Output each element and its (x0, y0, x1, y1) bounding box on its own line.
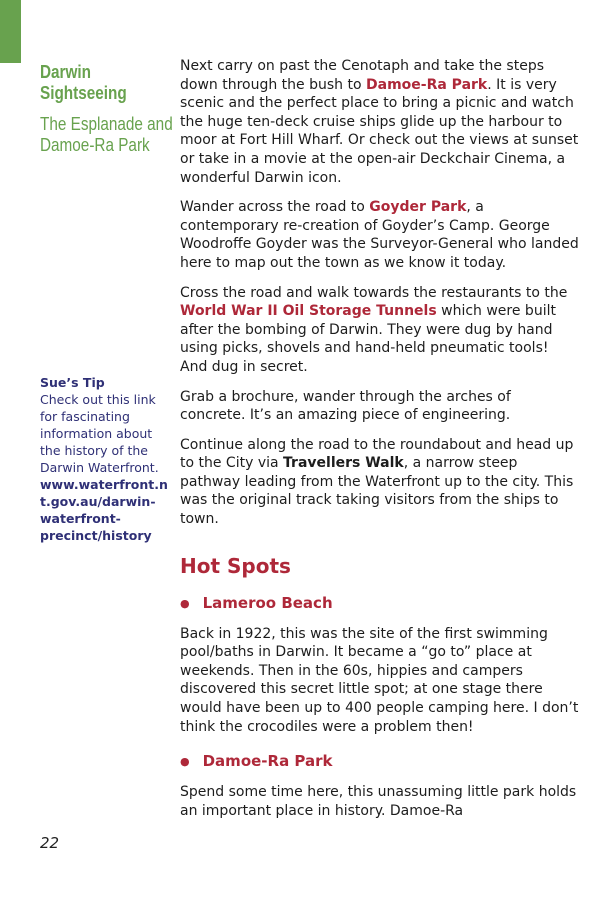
page-edge-accent-bar (0, 0, 21, 63)
paragraph: Next carry on past the Cenotaph and take the steps down through the bush to Damoe-Ra Park. It is very scenic and the perfect place to bring a picnic and watch the huge ten-deck cruise ships glide up the harbour to moor at Fort Hill Wharf. Or check out the views at sunset or take in a movie at the open-air Deckchair Cinema, a wonderful Darwin icon. (180, 58, 579, 186)
hot-spots-heading: Hot Spots (180, 553, 291, 578)
paragraph: Wander across the road to Goyder Park, a contemporary re-creation of Goyder’s Camp. George Woodroffe Goyder was the Surveyor-General who landed here to map out the town as we know it today. (180, 199, 579, 271)
page-number: 22 (40, 834, 60, 852)
tip-title: Sue’s Tip (40, 375, 105, 390)
sues-tip (40, 374, 172, 544)
chapter-title: Darwin Sightseeing (40, 62, 127, 103)
hotspot-label: Damoe-Ra Park (202, 752, 333, 771)
bullet-icon: ● (180, 755, 190, 769)
main-column (180, 57, 580, 831)
section-title: The Esplanade and Damoe-Ra Park (40, 114, 173, 155)
bullet-icon: ● (180, 596, 190, 610)
tip-body: Check out this link for fascinating information about the history of the Darwin Waterfront. (40, 392, 159, 475)
paragraph: Grab a brochure, wander through the arches of concrete. It’s an amazing piece of engineering. (180, 388, 511, 424)
paragraph: Back in 1922, this was the site of the first swimming pool/baths in Darwin. It became a “go to” place at weekends. Then in the 60s, hippies and campers discovered this secret little spot; at one stage there would have been up to 400 people camping here. I don’t think the crocodiles were a problem then! (180, 625, 579, 735)
hotspot-label: Lameroo Beach (202, 593, 333, 612)
paragraph: Spend some time here, this unassuming little park holds an important place in history. Damoe-Ra (180, 784, 577, 819)
tip-link[interactable]: www.waterfront.nt.gov.au/darwin-waterfront-precinct/history (40, 477, 168, 543)
hotspot-item-damoe-ra-park (180, 752, 580, 772)
hotspot-item-lameroo-beach (180, 594, 580, 614)
paragraph: Cross the road and walk towards the restaurants to the World War II Oil Storage Tunnels which were built after the bombing of Darwin. They were dug by hand using picks, shovels and hand-held pneumatic tools! And dug in secret. (180, 284, 568, 375)
paragraph: Continue along the road to the roundabout and head up to the City via Travellers Walk, a narrow steep pathway leading from the Waterfront up to the city. This was the original track taking visitors from the ships to town. (180, 436, 574, 528)
